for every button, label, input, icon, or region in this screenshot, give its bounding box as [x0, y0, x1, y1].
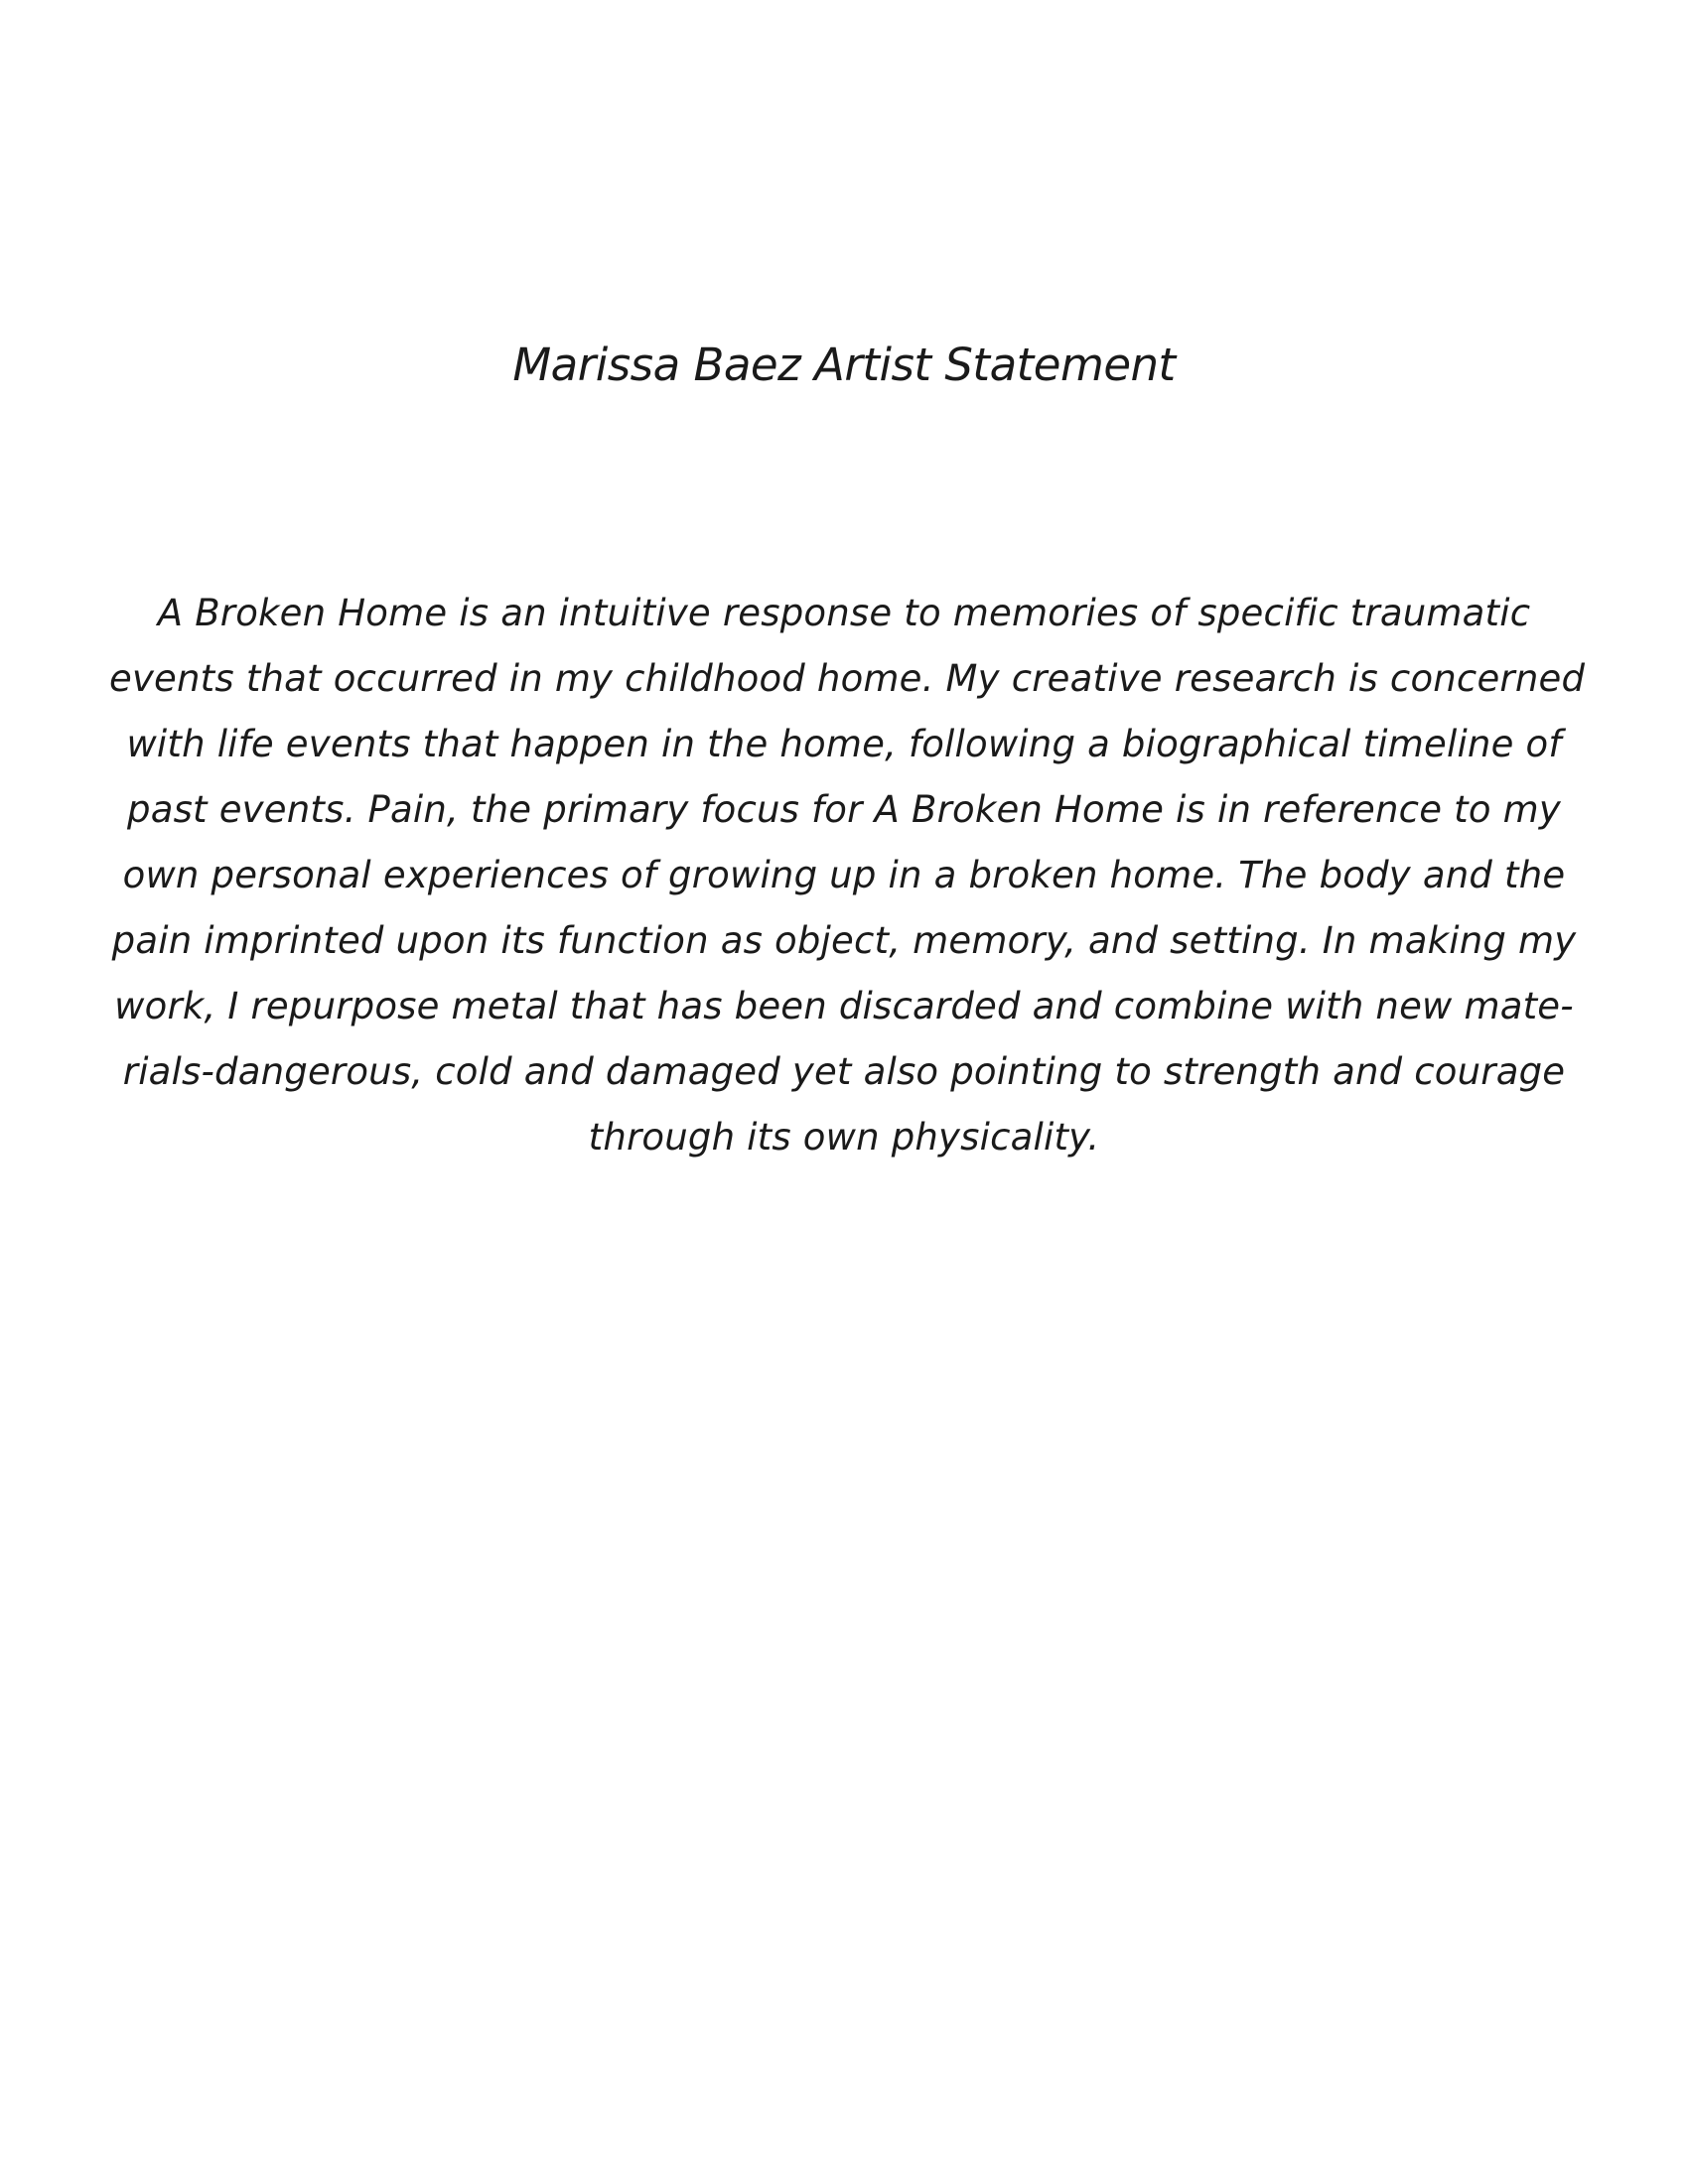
statement-line: events that occurred in my childhood home. My creative research is concerned — [109, 657, 1586, 700]
artist-statement-paragraph — [109, 581, 1586, 1170]
statement-line: with life events that happen in the home, following a biographical timeline of — [126, 723, 1562, 765]
statement-line: own personal experiences of growing up in a broken home. The body and the — [122, 854, 1566, 896]
statement-line: pain imprinted upon its function as object, memory, and setting. In making my — [111, 919, 1577, 962]
statement-line: rials-dangerous, cold and damaged yet also pointing to strength and courage — [122, 1050, 1566, 1093]
statement-line: work, I repurpose metal that has been discarded and combine with new mate- — [114, 985, 1574, 1027]
page-title: Marissa Baez Artist Statement — [512, 339, 1176, 391]
statement-line: A Broken Home is an intuitive response to memories of specific traumatic — [157, 592, 1531, 634]
statement-line: past events. Pain, the primary focus for A Broken Home is in reference to my — [127, 788, 1561, 831]
statement-line: through its own physicality. — [588, 1116, 1100, 1159]
